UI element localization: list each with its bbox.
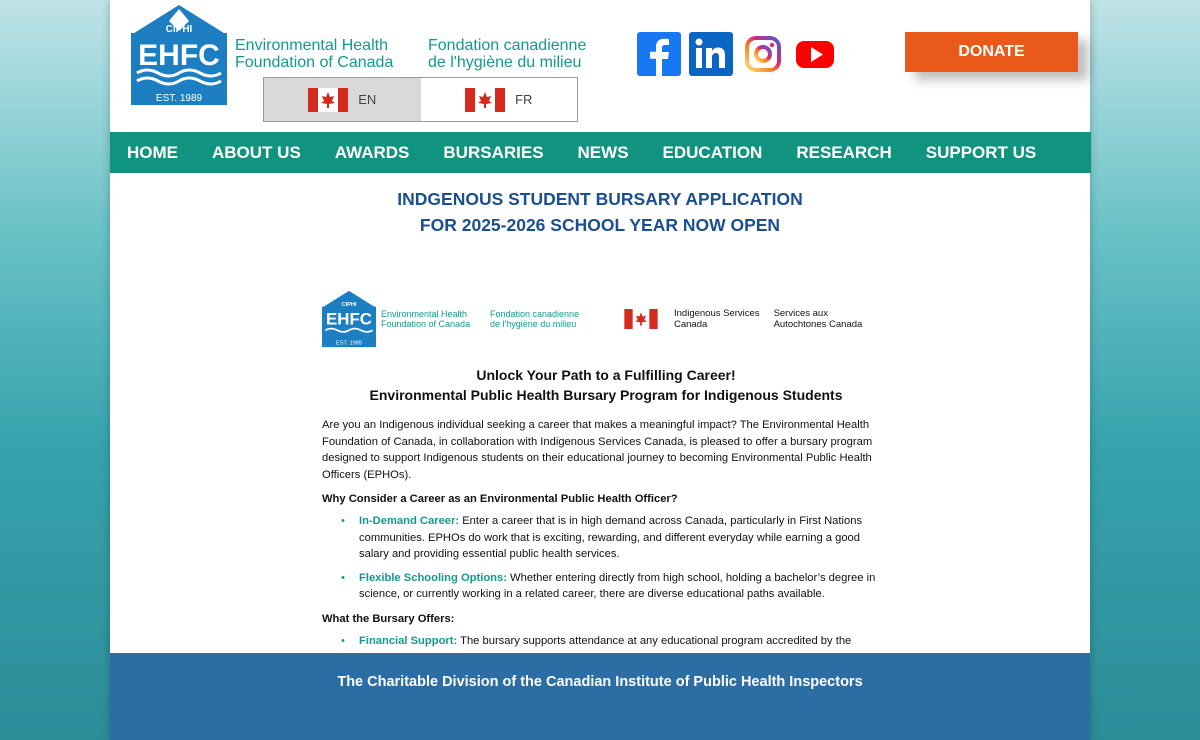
page-container (110, 0, 1090, 740)
canada-flag-icon (622, 309, 660, 329)
list-item-lead: Flexible Schooling Options: (359, 571, 507, 584)
document-header (322, 285, 890, 355)
youtube-icon[interactable] (793, 32, 837, 76)
footer-text: The Charitable Division of the Canadian Institute of Public Health Inspectors (337, 674, 863, 690)
isc-en-line2: Canada (674, 319, 708, 330)
doc-logo-ciphi-text: CIPHI (341, 302, 357, 309)
brand-name-en (235, 37, 393, 71)
doc-logo-est-text: EST. 1989 (336, 340, 362, 347)
brand-en-line1: Environmental Health (235, 37, 388, 54)
doc-brand-fr-line1: Fondation canadienne (490, 309, 580, 319)
brand-fr-line1: Fondation canadienne (428, 37, 587, 54)
document-intro: Are you an Indigenous individual seeking a career that makes a meaningful impact? The Environmental Health Foundation of Canada, in collaboration with Indigenous Services Canada, is pleased to offer a bursary program designed to support Indigenous students on their educational journey to becoming Environmental Public Health Officers (EPHOs). (322, 419, 873, 481)
document-title (322, 365, 890, 405)
main-nav (110, 132, 1091, 173)
offers-list (322, 633, 890, 650)
ehfc-logo[interactable] (131, 5, 227, 105)
linkedin-icon[interactable] (689, 32, 733, 76)
list-item-text: The bursary supports attendance at any educational program accredited by the (457, 634, 852, 647)
language-en-label: EN (358, 92, 377, 107)
isc-name-en (674, 308, 760, 330)
doc-brand-fr-line2: de l'hygiène du milieu (490, 319, 577, 329)
page-headline (110, 186, 1090, 238)
nav-support-us[interactable]: SUPPORT US (925, 142, 1037, 162)
language-en-button[interactable] (264, 78, 421, 121)
document-title-line1: Unlock Your Path to a Fulfilling Career! (476, 367, 736, 383)
nav-awards[interactable]: AWARDS (334, 142, 410, 162)
brand-en-line2: Foundation of Canada (235, 54, 394, 71)
site-footer (110, 653, 1090, 740)
canada-flag-icon (465, 88, 505, 112)
offers-heading: What the Bursary Offers: (322, 612, 455, 625)
why-list (322, 513, 890, 603)
brand-name-fr (428, 37, 586, 71)
doc-brand-fr (490, 309, 579, 329)
isc-name-fr (774, 308, 863, 330)
brand-fr-line2: de l'hygiène du milieu (428, 54, 582, 71)
logo-est-text: EST. 1989 (155, 93, 203, 104)
instagram-icon[interactable] (741, 32, 785, 76)
isc-fr-line1: Services aux (773, 308, 828, 319)
canada-flag-icon (308, 88, 348, 112)
why-heading: Why Consider a Career as an Environmental Public Health Officer? (322, 493, 678, 505)
nav-research[interactable]: RESEARCH (796, 142, 892, 162)
logo-ehfc-text: EHFC (138, 39, 220, 72)
document-title-line2: Environmental Public Health Bursary Program for Indigenous Students (369, 387, 843, 403)
list-item (322, 633, 890, 650)
isc-logo (622, 308, 862, 330)
list-item-lead: In-Demand Career: (359, 515, 460, 527)
headline-line2: FOR 2025-2026 SCHOOL YEAR NOW OPEN (419, 215, 781, 235)
bursary-document (322, 285, 890, 653)
doc-brand-en-line2: Foundation of Canada (381, 319, 471, 329)
nav-news[interactable]: NEWS (577, 142, 629, 162)
language-fr-button[interactable] (421, 78, 578, 121)
list-item-text: Whether entering directly from high school, holding a bachelor’s degree in science, or currently working in a related career, there are diverse educational paths available. (359, 571, 876, 600)
nav-bursaries[interactable]: BURSARIES (443, 142, 544, 162)
list-item (322, 513, 890, 563)
list-item-text: Enter a career that is in high demand across Canada, particularly in First Nations communities. EPHOs do work that is exciting, rewarding, and different everyday while earning a good salary and providing essential public health services. (359, 515, 863, 560)
language-fr-label: FR (515, 92, 533, 107)
ehfc-logo-small (322, 290, 376, 348)
doc-logo-ehfc-text: EHFC (326, 309, 372, 329)
donate-button[interactable]: DONATE (905, 32, 1078, 72)
nav-home[interactable]: HOME (127, 142, 178, 162)
doc-brand-en (381, 309, 470, 329)
social-links (637, 32, 837, 76)
nav-about-us[interactable]: ABOUT US (212, 142, 301, 162)
list-item (322, 570, 890, 603)
logo-ciphi-text: CIPHI (165, 24, 193, 35)
isc-en-line1: Indigenous Services (674, 308, 760, 319)
facebook-icon[interactable] (637, 32, 681, 76)
headline-line1: INDGENOUS STUDENT BURSARY APPLICATION (397, 189, 803, 209)
nav-education[interactable]: EDUCATION (662, 142, 763, 162)
list-item-lead: Financial Support: (359, 634, 458, 647)
isc-fr-line2: Autochtones Canada (773, 319, 863, 330)
language-switcher (263, 77, 578, 122)
doc-brand-en-line1: Environmental Health (381, 309, 468, 319)
